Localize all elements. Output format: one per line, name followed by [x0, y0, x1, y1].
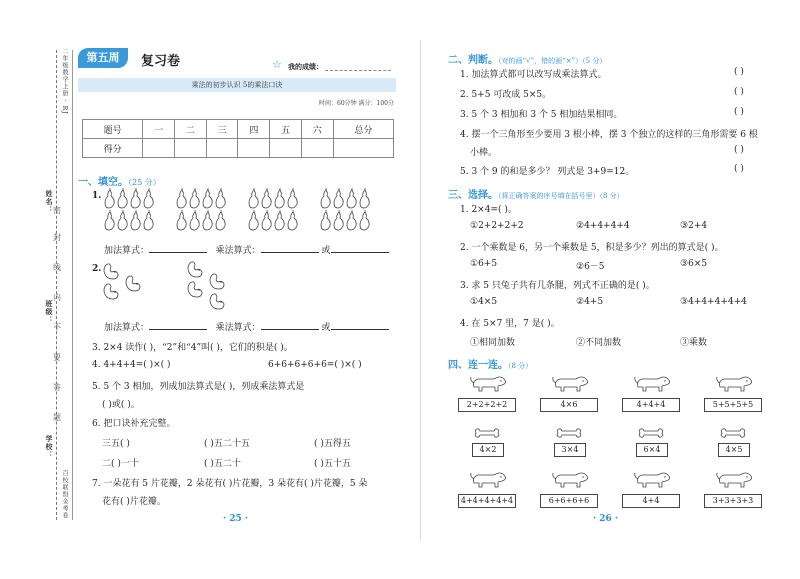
table-cell: 六: [301, 120, 333, 139]
pear-icon: [104, 186, 394, 236]
expression-box: 3×4: [554, 443, 586, 457]
q6-cell: ( )五得五: [314, 439, 351, 449]
score-cell[interactable]: [333, 139, 393, 158]
section-title: 四、连一连。: [448, 360, 508, 371]
bone-card[interactable]: [718, 424, 750, 457]
dog-card[interactable]: [622, 372, 680, 412]
q6-cell: 二( )一十: [102, 459, 139, 469]
section-4-heading: [448, 353, 532, 372]
q7-text-b: 花有( )片花瓣。: [102, 497, 166, 507]
section-note: （对的画“√”，错的画“×”）（5 分）: [498, 57, 607, 65]
score-cell[interactable]: [270, 139, 302, 158]
cut-line: [56, 50, 57, 520]
page-title: 复习卷: [141, 54, 181, 69]
q4-text-a: 4. 4+4+4=( )×( ): [92, 360, 171, 370]
dog-icon: [540, 372, 598, 392]
q6-cell: ( )五二十: [204, 459, 241, 469]
table-cell: 二: [175, 120, 207, 139]
table-cell: 三: [206, 120, 238, 139]
dog-icon: [540, 468, 598, 488]
expression-box: 4×6: [540, 398, 598, 412]
score-cell[interactable]: [238, 139, 270, 158]
fold-line: [420, 40, 421, 540]
q1-answer-line: [104, 243, 389, 256]
section-3-heading: [448, 183, 624, 202]
score-cell[interactable]: [143, 139, 175, 158]
or-label: 或: [321, 246, 331, 256]
dog-card[interactable]: [458, 468, 516, 508]
section-title: 三、选择。: [448, 190, 498, 201]
book-tag: 二年级数学上册 · RJ: [61, 48, 68, 115]
mul-answer-field[interactable]: [261, 252, 319, 253]
cut-char: 封: [53, 233, 61, 242]
table-cell: 总分: [333, 120, 393, 139]
judge-item: 1. 加法算式都可以改写成乘法算式。: [460, 70, 607, 80]
expression-box: 4×5: [718, 443, 750, 457]
judge-item: 2. 5+5 可改成 5×5。: [460, 90, 552, 100]
bone-icon: [554, 427, 584, 439]
dog-card[interactable]: [622, 468, 680, 508]
cut-char: 要: [53, 353, 61, 362]
q5-text-b: ( )或( )。: [102, 400, 140, 410]
choice-question: 2. 一个乘数是 6，另一个乘数是 5，积是多少？列出的算式是( )。: [460, 243, 724, 253]
dog-icon: [704, 372, 762, 392]
subject-bar: 乘法的初步认识 5的乘法口诀: [78, 78, 396, 92]
choice-option: ①6+5: [470, 259, 498, 269]
cut-char: 线: [53, 263, 61, 272]
choice-question: 4. 在 5×7 里，7 是( )。: [460, 319, 560, 329]
judge-item: 5. 3 个 9 的和是多少？ 列式是 3+9=12。: [460, 167, 635, 177]
table-cell: 四: [238, 120, 270, 139]
bone-icon: [472, 427, 502, 439]
cut-char: 题: [53, 413, 61, 422]
mul-label: 乘法算式：: [215, 323, 261, 333]
choice-option: ③4+4+4+4+4: [680, 297, 747, 307]
choice-option: ②不同加数: [576, 338, 622, 348]
dog-card[interactable]: [704, 372, 762, 412]
add-answer-field[interactable]: [149, 329, 207, 330]
margin-border: [72, 50, 73, 520]
choice-question: 1. 2×4=( )。: [460, 205, 517, 215]
score-table: [82, 119, 394, 158]
dog-card[interactable]: [540, 372, 598, 412]
cut-char: 密: [53, 206, 61, 215]
squirrels-illustration: [102, 260, 242, 314]
score-field[interactable]: [325, 70, 391, 71]
dog-card[interactable]: [704, 468, 762, 508]
q7-text-a: 7. 一朵花有 5 片花瓣，2 朵花有( )片花瓣，3 朵花有( )片花瓣，5 朵: [92, 479, 368, 489]
q6-cell: ( )五二十五: [204, 439, 250, 449]
bone-icon: [636, 427, 666, 439]
mul-label: 乘法算式：: [215, 246, 261, 256]
add-label: 加法算式：: [104, 323, 150, 333]
q4-text-b: 6+6+6+6+6=( )×( ): [268, 360, 362, 370]
judge-answer[interactable]: ( ): [734, 87, 744, 97]
section-2-heading: [448, 48, 606, 67]
q6-cell: ( )五十五: [314, 459, 351, 469]
dog-icon: [704, 468, 762, 488]
expression-box: 4×2: [472, 443, 504, 457]
section-title: 二、判断。: [448, 55, 498, 66]
brand-text: 百校联盟金考卷: [61, 470, 68, 519]
expression-box: 6+6+6+6: [540, 494, 598, 508]
class-label: 班级：: [45, 300, 54, 324]
dog-card[interactable]: [540, 468, 598, 508]
score-cell[interactable]: [301, 139, 333, 158]
choice-option: ①相同加数: [470, 338, 516, 348]
choice-option: ③2+4: [680, 221, 708, 231]
section-points: （25 分）: [128, 178, 161, 187]
section-points: （8 分）: [508, 362, 533, 370]
page-number: · 26 ·: [593, 514, 619, 524]
bone-icon: [718, 427, 748, 439]
choice-option: ②6－5: [576, 262, 605, 272]
add-answer-field[interactable]: [149, 252, 207, 253]
choice-option: ①2+2+2+2: [470, 221, 524, 231]
table-cell: 一: [143, 120, 175, 139]
q3-text: 3. 2×4 读作( )，“2”和“4”叫( )，它们的积是( )。: [92, 343, 293, 353]
mul-answer-field-2[interactable]: [331, 329, 389, 330]
score-cell[interactable]: [206, 139, 238, 158]
expression-box: 2+2+2+2: [458, 398, 516, 412]
q6-cell: 三五( ): [102, 439, 130, 449]
or-label: 或: [321, 323, 331, 333]
judge-answer[interactable]: ( ): [734, 67, 744, 77]
score-table-header: [83, 120, 394, 139]
score-table-row: [83, 139, 394, 158]
choice-option: ③6×5: [680, 259, 708, 269]
section-title: 一、填空。: [78, 177, 128, 188]
page-number: · 25 ·: [223, 514, 249, 524]
q1-number: 1.: [92, 191, 102, 201]
bone-card[interactable]: [636, 424, 668, 457]
judge-item: 3. 5 个 3 相加和 3 个 5 相加结果相同。: [460, 110, 623, 120]
judge-item: 4. 摆一个三角形至少要用 3 根小棒，摆 3 个独立的这样的三角形需要 6 根: [460, 130, 758, 140]
choice-option: ③乘数: [680, 338, 708, 348]
cut-char: 答: [53, 383, 61, 392]
dog-card[interactable]: [458, 372, 516, 412]
time-info: 时间：60分钟 满分：100分: [319, 100, 394, 107]
squirrel-icon: [102, 260, 242, 314]
expression-box: 5+5+5+5: [704, 398, 762, 412]
section-note: （将正确答案的序号填在括号里）（8 分）: [498, 192, 624, 200]
judge-item-cont: 小棒。: [470, 148, 498, 158]
week-badge: 第五周: [78, 48, 128, 68]
table-cell: 得分: [83, 139, 143, 158]
choice-question: 3. 求 5 只兔子共有几条腿，列式不正确的是( )。: [460, 281, 655, 291]
score-cell[interactable]: [175, 139, 207, 158]
mul-answer-field-2[interactable]: [331, 252, 389, 253]
choice-option: ②4+5: [576, 297, 604, 307]
judge-answer[interactable]: ( ): [734, 107, 744, 117]
add-label: 加法算式：: [104, 246, 150, 256]
q6-text: 6. 把口诀补充完整。: [92, 419, 176, 429]
expression-box: 4+4+4: [622, 398, 680, 412]
choice-option: ②4+4+4+4: [576, 221, 630, 231]
expression-box: 6×4: [636, 443, 668, 457]
school-label: 学校：: [45, 435, 54, 459]
table-cell: 五: [270, 120, 302, 139]
table-cell: 题号: [83, 120, 143, 139]
dog-icon: [458, 468, 516, 488]
mul-answer-field[interactable]: [261, 329, 319, 330]
expression-box: 3+3+3+3: [704, 494, 762, 508]
bone-card[interactable]: [554, 424, 586, 457]
cut-char: 内: [53, 293, 61, 302]
expression-box: 4+4: [622, 494, 680, 508]
cut-char: 不: [53, 323, 61, 332]
choice-option: ①4×5: [470, 297, 498, 307]
q5-text-a: 5. 5 个 3 相加，列成加法算式是( )，列成乘法算式是: [92, 382, 305, 392]
dog-icon: [458, 372, 516, 392]
dog-icon: [622, 372, 680, 392]
pears-illustration: [104, 186, 394, 236]
judge-answer[interactable]: ( ): [734, 164, 744, 174]
q2-answer-line: [104, 320, 389, 333]
bone-card[interactable]: [472, 424, 504, 457]
q2-number: 2.: [92, 264, 102, 274]
judge-answer[interactable]: ( ): [734, 145, 744, 155]
score-label: 我的成绩：: [288, 62, 323, 71]
dog-icon: [622, 468, 680, 488]
name-label: 姓名：: [45, 190, 54, 214]
expression-box: 4+4+4+4+4: [458, 494, 516, 508]
star-icon: ☆: [272, 58, 282, 71]
